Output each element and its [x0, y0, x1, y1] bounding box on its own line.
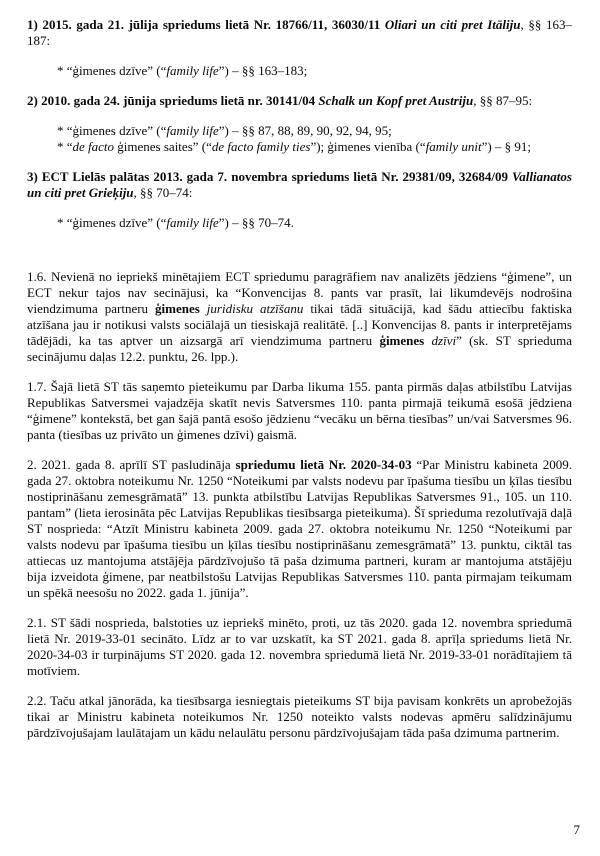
- text-run: ģimenes: [155, 301, 200, 316]
- text-run: de facto family ties: [211, 139, 311, 154]
- text-run: * “: [57, 139, 73, 154]
- text-run: 2.2. Taču atkal jānorāda, ka tiesībsarga iesniegtais pieteikums ST bija pavisam konkrēts un aprobežojās tikai ar Ministru kabineta noteikumos Nr. 1250 noteikto valsts nodevas apmēru salīdzinājumu pārdzīvojušajam laulātajam un kādu nelaulātu personu pārdzīvojušajam tāda paša dzimuma partnerim.: [27, 693, 572, 740]
- text-run: 1.7. Šajā lietā ST tās saņemto pieteikumu par Darba likuma 155. panta pirmās daļas atbilstību Latvijas Republikas Satversmei vajadzēja skatīt nevis Satversmes 110. panta pirmajā teikumā esošā jēdziena “ģimene” kontekstā, bet gan šajā pantā esošo jēdzienu “vecāku un bērna tiesības” un/vai Satversmes 96. panta (tiesības uz privāto un ģimenes dzīvi) gaismā.: [27, 379, 572, 442]
- text-run: * “ģimenes dzīve” (“: [57, 63, 167, 78]
- text-run: family life: [166, 215, 219, 230]
- judgment-2-heading: [27, 93, 572, 109]
- text-run: ”) – §§ 87, 88, 89, 90, 92, 94, 95;: [218, 123, 392, 138]
- text-run: ”) – § 91;: [481, 139, 532, 154]
- text-run: de facto: [72, 139, 115, 154]
- para-2: [27, 457, 572, 601]
- judgment-3-bullets: [27, 215, 572, 231]
- text-run: family life: [166, 123, 219, 138]
- bullet-item: [27, 63, 572, 79]
- text-run: juridisku atzīšanu: [206, 301, 304, 316]
- text-run: Schalk un Kopf pret Austriju: [318, 93, 474, 108]
- text-run: * “ģimenes dzīve” (“: [57, 123, 167, 138]
- text-run: 2): [27, 93, 42, 108]
- text-run: ” (sk. ST sprieduma secinājumu daļas 12.2. punktu, 26. lpp.).: [27, 333, 572, 364]
- para-2-2: [27, 693, 572, 741]
- text-run: “Par Ministru kabineta 2009. gada 27. oktobra noteikumu Nr. 1250 “Noteikumi par valsts nodevu par īpašuma tiesību un ķīlas tiesību nostiprināšanu zemesgrāmatā” 13. punkta atbilstību Latvijas Republikas Satversmes 91., 105. un 110. pantam” (lieta ierosināta pēc Latvijas Republikas tiesībsarga pieteikuma). Šī sprieduma rezolutīvajā daļā ST nosprieda: “Atzīt Ministru kabineta 2009. gada 27. oktobra noteikumu Nr. 1250 “Noteikumi par valsts nodevu par īpašuma tiesību un ķīlas tiesību nostiprināšanu zemesgrāmatā” 13. punktu, ciktāl tas attiecas uz mantojuma atstājēja pārdzīvojušo tā paša dzimuma partneri, kuram ar mantojuma atstājēju bija izveidota ģimene, par neatbilstošu Latvijas Republikas Satversmes 110. panta pirmajam teikumam un spēkā neesošu no 2022. gada 1. jūnija”.: [27, 457, 572, 600]
- bullet-item: [27, 139, 572, 155]
- text-run: 2.1. ST šādi nosprieda, balstoties uz iepriekš minēto, proti, uz tās 2020. gada 12. novembra spriedumā lietā Nr. 2019-33-01 secināto. Līdz ar to var uzskatīt, ka ST 2021. gada 8. aprīļa spriedums lietā Nr. 2020-34-03 ir turpinājums ST 2020. gada 12. novembra spriedumā lietā Nr. 2019-33-01 norādītajiem tā motīviem.: [27, 615, 572, 678]
- text-run: ģimenes saites” (“: [114, 139, 212, 154]
- text-run: ECT Lielās palātas 2013. gada 7. novembra spriedums lietā Nr. 29381/09, 32684/09: [41, 169, 513, 184]
- page-number: 7: [573, 822, 580, 837]
- text-run: Vallianatos un citi pret Grieķiju: [27, 169, 572, 200]
- text-run: Oliari un citi pret Itāliju: [384, 17, 521, 32]
- para-2-1: [27, 615, 572, 679]
- text-run: 1): [27, 17, 43, 32]
- text-run: 2015. gada 21. jūlija spriedums lietā Nr. 18766/11, 36030/11: [42, 17, 385, 32]
- text-run: family life: [166, 63, 219, 78]
- text-run: 2. 2021. gada 8. aprīlī ST pasludināja: [27, 457, 236, 472]
- text-run: ”) – §§ 70–74.: [218, 215, 294, 230]
- para-1-6: [27, 269, 572, 365]
- text-run: family unit: [425, 139, 482, 154]
- text-run: [424, 333, 431, 348]
- text-run: dzīvi: [431, 333, 457, 348]
- text-run: 2010. gada 24. jūnija spriedums lietā nr. 30141/04: [41, 93, 319, 108]
- judgment-1-bullets: [27, 63, 572, 79]
- text-run: 3): [27, 169, 42, 184]
- text-run: 1.6. Nevienā no iepriekš minētajiem ECT spriedumu paragrāfiem nav analizēts jēdziens “ģimene”, un ECT nekur tajos nav secinājusi, ka “Konvencijas 8. pants var prasīt, lai likumdevējs nodrošina viendzimuma partneru: [27, 269, 572, 316]
- judgment-1-heading: [27, 17, 572, 49]
- text-run: [200, 301, 207, 316]
- text-run: , §§ 163–187:: [27, 17, 572, 48]
- bullet-item: [27, 215, 572, 231]
- judgment-3-heading: [27, 169, 572, 201]
- text-run: ”) – §§ 163–183;: [218, 63, 308, 78]
- text-run: ģimenes: [379, 333, 425, 348]
- para-1-7: [27, 379, 572, 443]
- bullet-item: [27, 123, 572, 139]
- text-run: , §§ 70–74:: [133, 185, 193, 200]
- text-run: * “ģimenes dzīve” (“: [57, 215, 167, 230]
- text-run: tikai tādā situācijā, kad šādu attiecību faktiska atzīšana jau ir notikusi valsts sociālajā un tiesiskajā realitātē. [..] Konvencijas 8. pants ir interpretējams tādējādi, ka tas aptver un aizsargā arī viendzimuma partneru: [27, 301, 572, 348]
- text-run: , §§ 87–95:: [473, 93, 533, 108]
- text-run: spriedumu lietā Nr. 2020-34-03: [235, 457, 412, 472]
- text-run: ”); ģimenes vienība (“: [310, 139, 426, 154]
- judgment-2-bullets: [27, 123, 572, 155]
